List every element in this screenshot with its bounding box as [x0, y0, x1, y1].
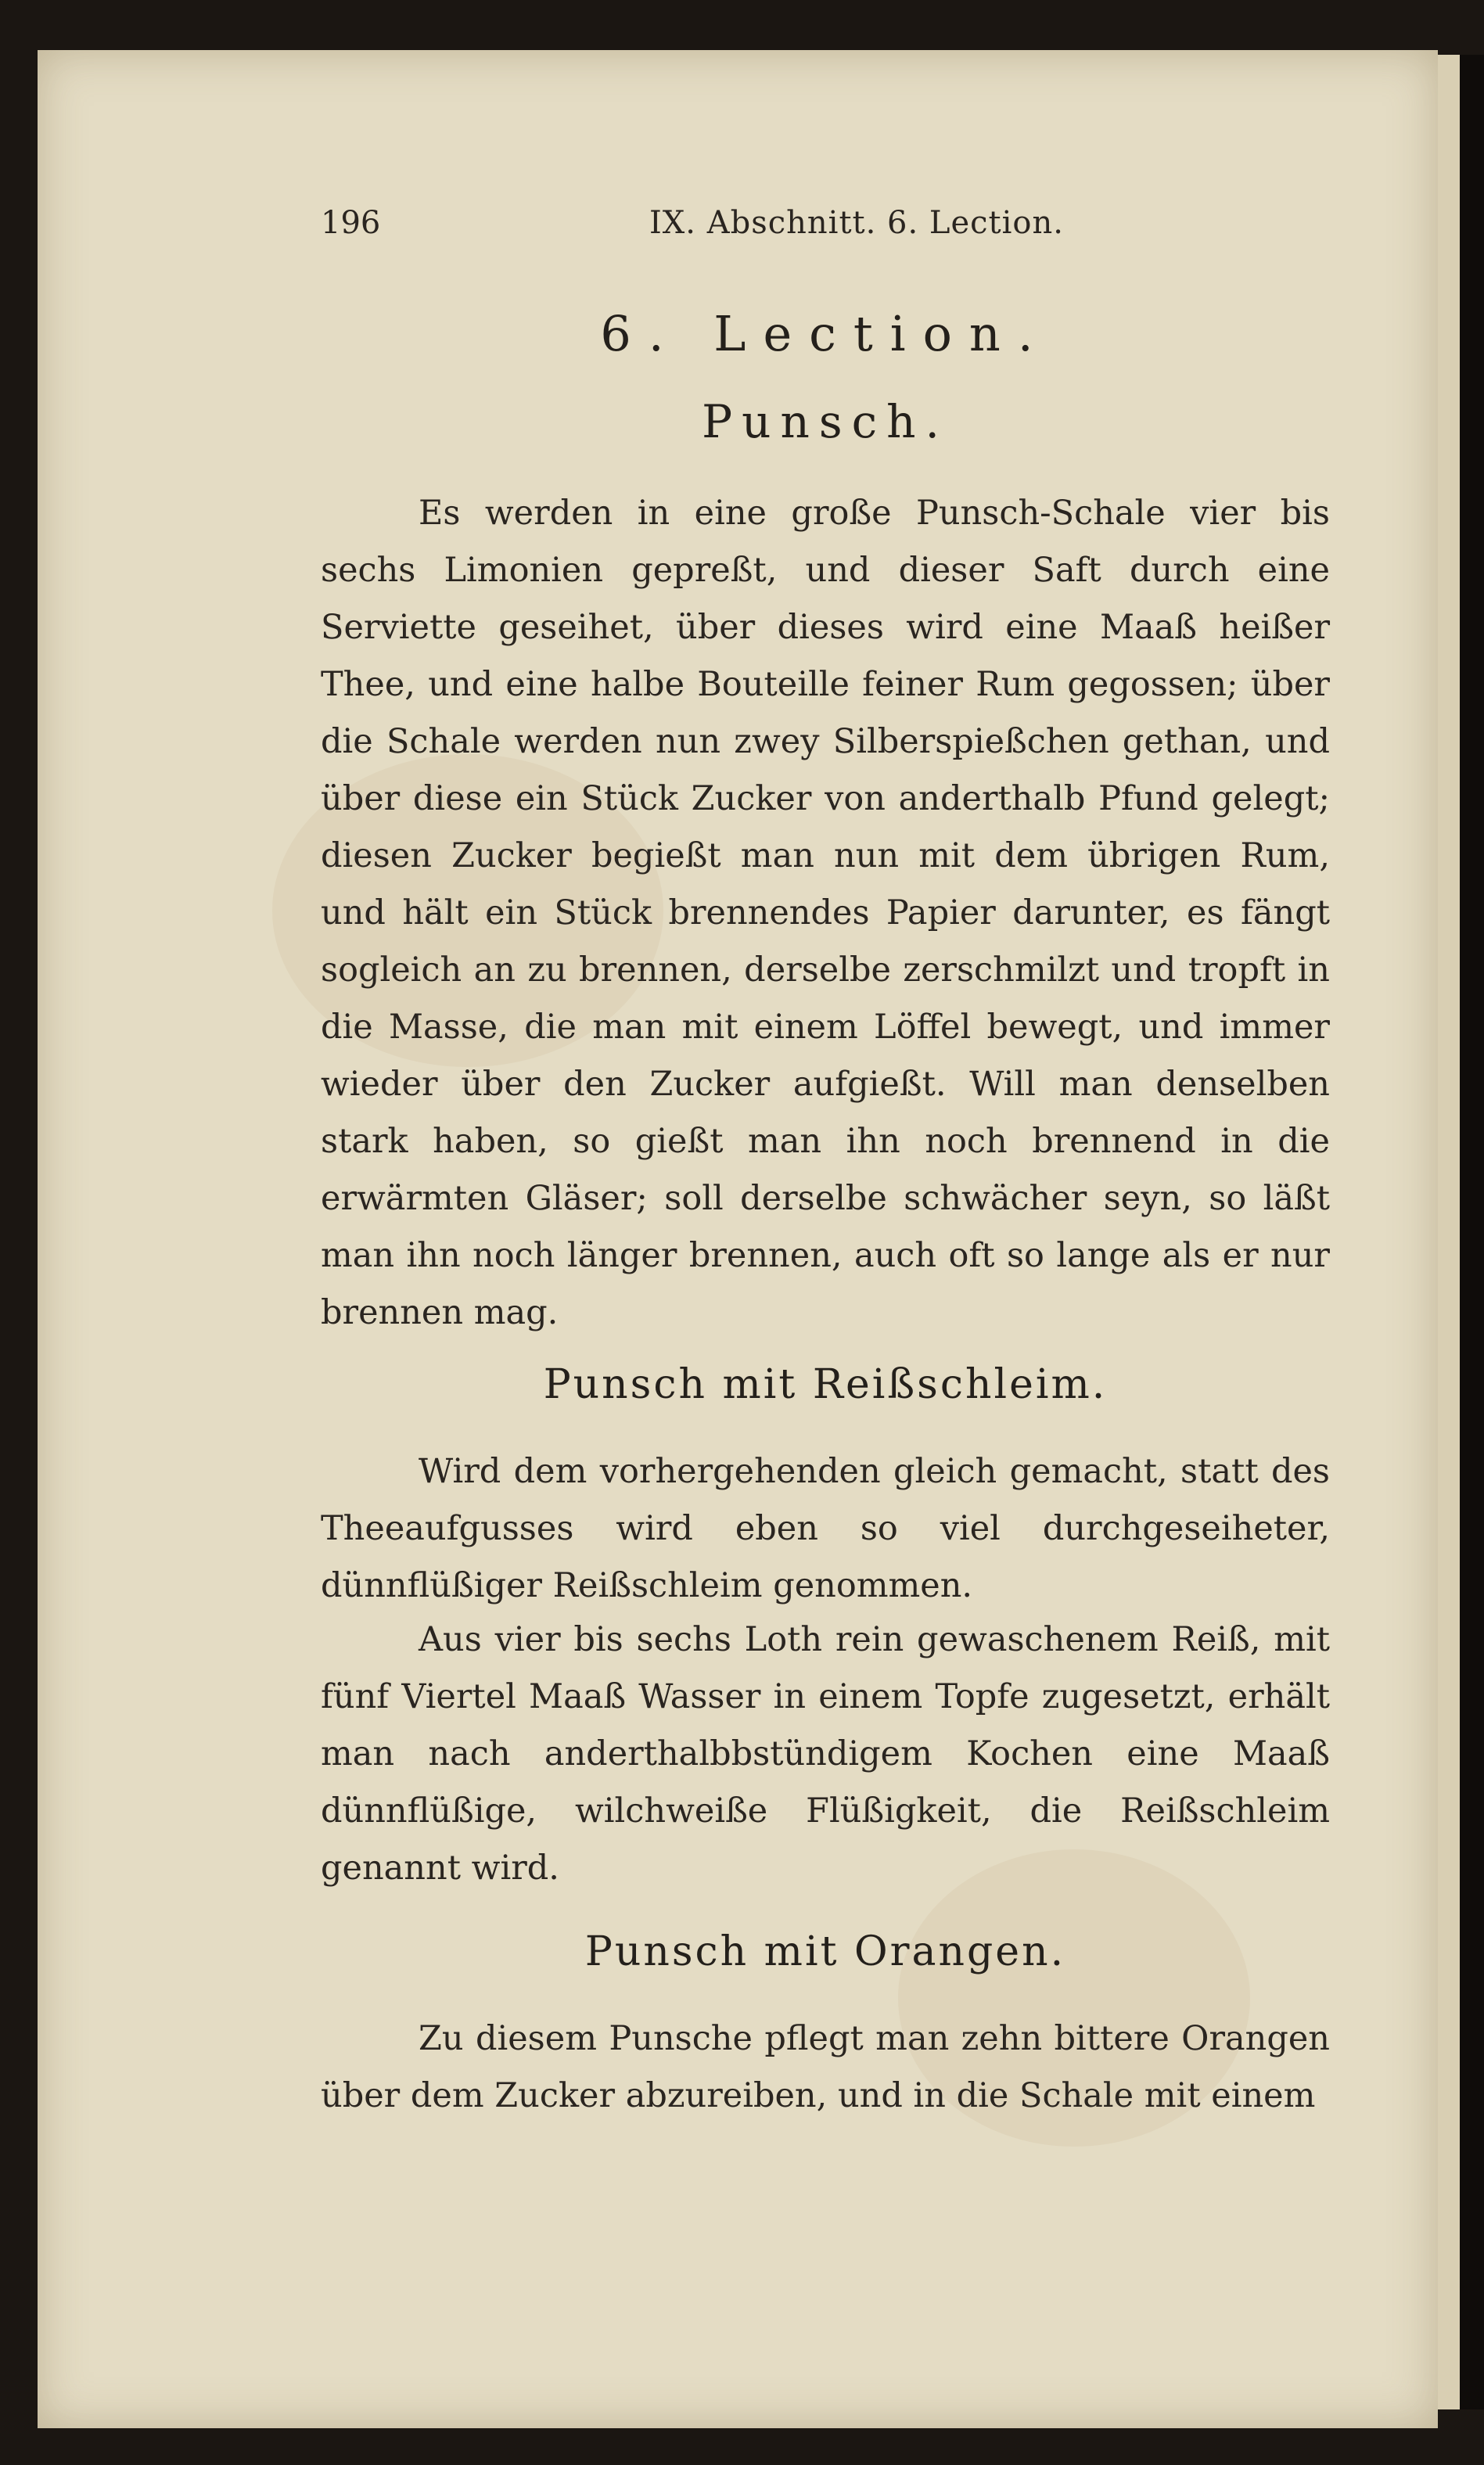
recipe-paragraph: Zu diesem Punsche pflegt man zehn bittere Orangen über dem Zucker abzureiben, und in die Schale mit einem — [321, 2019, 1330, 2115]
page-header — [321, 205, 1330, 252]
book-edge-shadow — [1460, 55, 1484, 2409]
lesson-title: 6. Lection. — [600, 305, 1051, 362]
running-head: IX. Abschnitt. 6. Lection. — [649, 205, 1064, 241]
recipe-paragraph: Aus vier bis sechs Loth rein gewaschenem Reiß, mit fünf Viertel Maaß Wasser in einem Topfe zugesetzt, erhält man nach anderthalbbstündigem Kochen eine Maaß dünnflüßige, wilchweiße Flüßigkeit, die Reißschleim genannt wird. — [321, 1620, 1330, 1888]
recipe-title-punsch: Punsch. — [702, 395, 949, 448]
recipe-title-punsch-orangen: Punsch mit Orangen. — [584, 1928, 1066, 1975]
recipe-paragraph: Es werden in eine große Punsch-Schale vier bis sechs Limonien gepreßt, und dieser Saft durch eine Serviette geseihet, über dieses wird eine Maaß heißer Thee, und eine halbe Bouteille feiner Rum gegossen; über die Schale werden nun zwey Silberspießchen gethan, und über diese ein Stück Zucker von anderthalb Pfund gelegt; diesen Zucker begießt man nun mit dem übrigen Rum, und hält ein Stück brennendes Papier darunter, es fängt sogleich an zu brennen, derselbe zerschmilzt und tropft in die Masse, die man mit einem Löffel bewegt, und immer wieder über den Zucker aufgießt. Will man denselben stark haben, so gießt man ihn noch brennend in die erwärmten Gläser; soll derselbe schwächer seyn, so läßt man ihn noch länger brennen, auch oft so lange als er nur brennen mag. — [321, 494, 1330, 1332]
page-number: 196 — [321, 205, 381, 241]
recipe-paragraph: Wird dem vorhergehenden gleich gemacht, statt des Theeaufgusses wird eben so viel durchgeseiheter, dünnflüßiger Reißschleim genommen. — [321, 1452, 1330, 1605]
recipe-title-punsch-reissschleim: Punsch mit Reißschleim. — [543, 1361, 1108, 1408]
